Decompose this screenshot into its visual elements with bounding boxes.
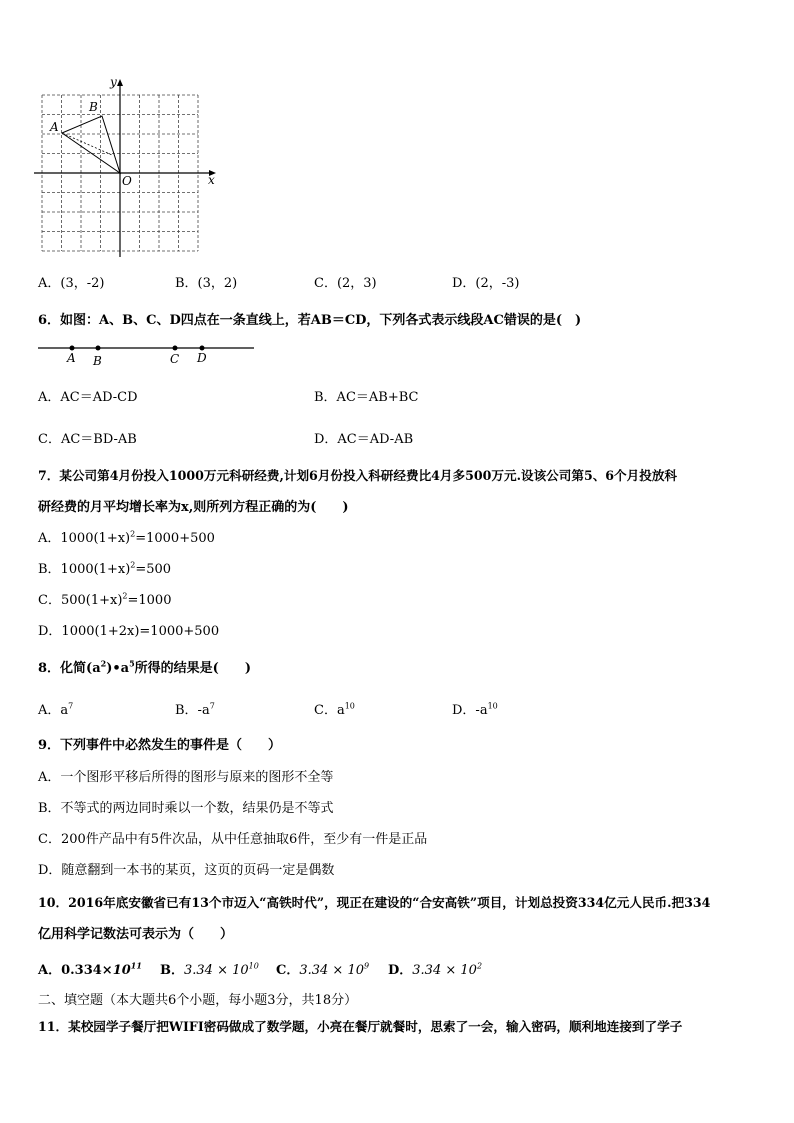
y-axis-label: y [110,75,117,89]
q9-stem: 9．下列事件中必然发生的事件是（ ） [38,738,282,753]
q6-option-d: D．AC＝AD-AB [314,432,414,447]
triangle-aob [62,116,120,173]
q10-option-c: C．$3.34 \times 10^9$ [276,961,370,978]
q5-option-d: D．(2，-3) [452,276,520,291]
x-axis-label: x [208,173,215,187]
q5-option-b: B．(3，2) [175,276,238,291]
q5-option-a: A．(3，-2) [38,276,105,291]
section-heading-fill-in: 二、填空题（本大题共6个小题，每小题3分，共18分） [38,993,358,1008]
line-label-d: D [197,351,207,365]
q10-stem-line2: 亿用科学记数法可表示为（ ） [38,927,234,942]
q8-stem: 8．化简$(a^2)•a^5$所得的结果是( ) [38,658,251,676]
line-label-c: C [170,352,180,366]
q10-option-d: D．$3.34 \times 10^2$ [388,961,483,978]
q9-option-b: B．不等式的两边同时乘以一个数，结果仍是不等式 [38,801,334,816]
triangle-median [62,133,112,155]
q5-option-c: C．(2，3) [314,276,377,291]
coordinate-grid-figure [34,75,224,265]
q6-line-figure [38,340,258,370]
q8-option-b: B．$-a^7$ [175,701,215,718]
point-a-dot [70,346,75,351]
q10-option-a: A．$0.334\times 10^{11}$ [38,960,142,978]
q7-stem-line2: 研经费的月平均增长率为x,则所列方程正确的为( ) [38,500,349,515]
q8-option-a: A．$a^7$ [38,701,74,718]
q7-option-c: C．$500(1+x)^2=1000$ [38,591,172,608]
q9-option-a: A．一个图形平移后所得的图形与原来的图形不全等 [38,770,334,785]
q6-option-b: B．AC＝AB+BC [314,390,419,405]
q7-stem-line1: 7．某公司第4月份投入1000万元科研经费,计划6月份投入科研经费比4月多500万元.设该公司第5、6个月投放科 [38,468,678,483]
q7-option-a: A．$1000(1+x)^2=1000+500$ [38,529,215,546]
q10-stem-line1: 10．2016年底安徽省已有13个市迈入“高铁时代”，现正在建设的“合安高铁”项目，计划总投资334亿元人民币.把334 [38,895,711,910]
y-axis-arrow-icon [117,79,123,86]
q7-option-d: D．1000(1+2x)=1000+500 [38,624,220,639]
point-b-label: B [89,100,98,114]
point-d-dot [200,346,205,351]
q10-option-b: B．$3.34 \times 10^{10}$ [160,961,259,978]
q7-option-b: B．$1000(1+x)^2=500$ [38,560,172,577]
point-c-dot [173,346,178,351]
q6-option-c: C．AC＝BD-AB [38,432,137,447]
q8-option-c: C．$a^{10}$ [314,701,355,718]
point-a-label: A [50,120,59,134]
q9-option-c: C．200件产品中有5件次品，从中任意抽取6件，至少有一件是正品 [38,832,428,847]
q6-option-a: A．AC＝AD-CD [38,390,138,405]
q6-stem: 6．如图：A、B、C、D四点在一条直线上，若AB＝CD，下列各式表示线段AC错误的是( ) [38,313,582,328]
line-label-a: A [67,351,76,365]
q11-stem: 11．某校园学子餐厅把WIFI密码做成了数学题，小亮在餐厅就餐时，思索了一会，输入密码，顺利地连接到了学子 [38,1019,683,1034]
q9-option-d: D．随意翻到一本书的某页，这页的页码一定是偶数 [38,863,335,878]
point-b-dot [96,346,101,351]
line-label-b: B [93,354,102,368]
q8-option-d: D．$-a^{10}$ [452,701,498,718]
origin-label: O [122,174,132,188]
